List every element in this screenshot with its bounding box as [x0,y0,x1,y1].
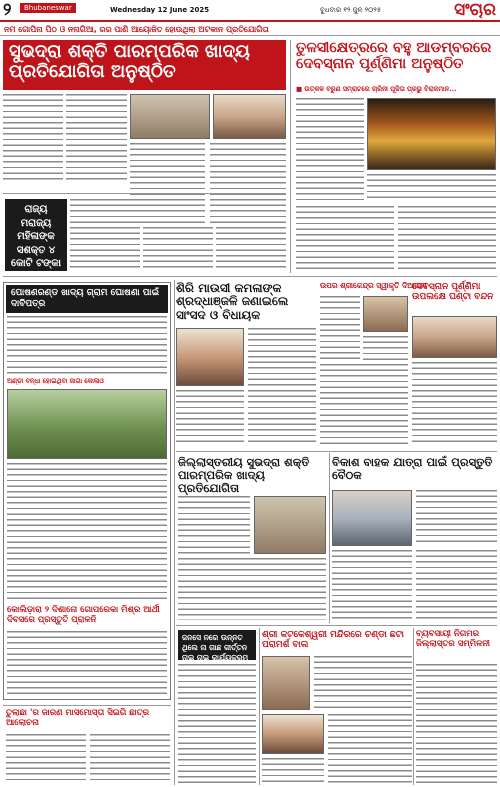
scheme-body-col-3 [320,364,408,446]
gopal-headline: କୋଲିଡ଼ାରା ୨ ଦିଶାନୋ ଗୋପରେକା ମିଶ୍ର ଆର୍ଥୀ ଦିବସରେ ପ୍ରସ୍ତୁତି ପ୍ରାଳନି [7,605,160,625]
sidebar-title: ରାଜ୍ୟ ମରାଜ୍ୟ ମହିଳାଙ୍କ ସଶକ୍ତ ୪ କୋଟି ଟଙ୍କା [5,199,67,271]
subhadra2-body-col-1 [178,496,250,554]
paddy-body-continued [7,463,167,601]
lead-body-col-2 [66,94,127,182]
scheme-body-col-2 [363,336,408,360]
sri-headline: ଶ୍ରୀ କଟକେଶ୍ୱରୀ ମନ୍ଦିରରେ ଚଣ୍ଡା ଛଟା ପରାମର୍ଶ ବାଲ [262,630,404,651]
vikas-body-col-1 [416,490,497,546]
divider [3,193,286,194]
page-number: ୨ [3,0,12,20]
sidebar-body-col-3 [216,227,286,271]
vikas-body-col-3 [416,550,497,620]
snana-headline: ତୁଳସୀକ୍ଷେତ୍ରରେ ବହୁ ଆଡମ୍ବରରେ ଦେବସ୍ନାନ ପୂର୍ଣ୍ଣିମା ଅନୁଷ୍ଠିତ [296,40,492,73]
tribal-body-col-2 [90,734,170,784]
paddy-body [7,316,167,374]
edition-label: Bhubaneswar [20,3,76,13]
vikas-photo [332,490,412,546]
divider [413,628,414,785]
vyavasayi-headline: ବ୍ୟବସାୟୀ ନିଗମର ଜିଲ୍ଲାସ୍ତର ସମ୍ମିଳନୀ [416,629,490,649]
purnima-headline: ଦେବସ୍ନାନ ପୂର୍ଣ୍ଣିମା ଉପଲକ୍ଷେ ଘଣ୍ଟା ବନ୍ଦନ [412,282,494,303]
vyavasayi-body [416,664,497,784]
snana-body-col-3 [296,206,394,272]
lead-photo-1 [130,94,210,139]
subhadra2-headline: ଜିଲ୍ଲାସ୍ତରୀୟ ସୁଭଦ୍ରା ଶକ୍ତି ପାରମ୍ପରିକ ଖାଦ୍ୟ ପ୍ରତିଯୋଗିତା [178,455,310,495]
divider [174,280,175,785]
divider [3,276,497,277]
masthead [0,0,500,22]
scheme-headline: ଉପର ଶ୍ରୀକେନ୍ଦ୍ର ସ୍ୱୀକୃତି ଦିଆଗଲା [320,281,427,290]
sri-body-col-1 [314,656,412,710]
tribal-headline: ତୁଲାଛା 'ର ଜାରଣ ମାସମୋସ୍ତା ସିଇଗି ଛାତ୍ର ଆଲୋଚନା [6,708,150,728]
mla-body-col-1 [248,328,316,386]
sri-photo-1 [262,656,310,710]
snana-body-col-2 [367,174,496,202]
subhadra2-body-col-2 [178,558,326,620]
top-banner: ନମ ଗୋପିନା ପିଠ ଓ ନନାଗିଆ, ରର ପାଣି ଆୟୋଜିତ ହୋଉଥିଲା ଅଟକାନ ପ୍ରତିଯୋଗିତା [0,24,500,36]
purnima-body [412,362,497,446]
sri-body-col-2 [328,714,412,784]
mla-body-col-3 [248,390,316,446]
mla-body-col-2 [176,390,244,446]
lead-body-col-1 [3,94,63,182]
kirtan-body [178,664,256,784]
lead-body-col-3 [130,143,205,223]
snana-subhead: ■ ଉତ୍କଳ ବରୁଣ ସମ୍ରାଟରେ ଚାରିନୀ ପୂଜିତା ପ୍ରଭୁ ବିରାଜମାନ... [296,85,457,93]
divider [176,625,497,626]
gopal-body [7,631,167,697]
subhadra2-photo [254,496,326,554]
sidebar-body-col-2 [143,227,213,271]
lead-headline: ସୁଭଦ୍ରା ଶକ୍ତି ପାରମ୍ପରିକ ଖାଦ୍ୟ ପ୍ରତିଯୋଗିତା ଅନୁଷ୍ଠିତ [3,40,286,90]
mla-headline: ଶିରି ମାଉସୀ କମଳାଙ୍କ ଶ୍ରଦ୍ଧାଞ୍ଜଳି ଜଣାଇଲେ ସାଂସଦ ଓ ବିଧାୟକ [176,281,289,322]
mla-photo [176,328,244,386]
tribal-body-col-1 [6,734,86,784]
sidebar-body-col-1 [70,199,140,271]
divider [176,451,497,452]
scheme-body-col-1 [320,296,360,360]
newspaper-logo: ସଂଚାର [454,0,496,20]
sri-photo-2 [262,714,324,754]
vikas-body-col-2 [332,550,412,620]
lead-photo-2 [213,94,286,139]
sri-body-col-3 [262,758,324,784]
divider [259,628,260,785]
paddy-subhead: ଅଣ୍ଡା ବନ୍ଧା ହୋଇଥିବା ଜାଗା କୋଳାଓ [7,377,104,385]
purnima-photo [412,316,497,358]
date-english: Wednesday 12 June 2025 [110,6,210,14]
divider [3,705,171,706]
paddy-title: ପୋଷଣରଣ୍ଡ ଖାଦ୍ୟ ଗ୍ରାମ ଘୋଷଣା ପାଇଁ ଦାବିପତ୍ର [6,285,168,313]
divider [290,40,291,273]
divider [329,453,330,623]
vikas-headline: ବିକାଶ ବାହକ ଯାତ୍ରା ପାଇଁ ପ୍ରସ୍ତୁତି ବୈଠକ [332,455,493,482]
paddy-field-photo [7,389,167,459]
date-odia: ବୁଧବାର ୧୨ ଜୁନ ୨୦୨୫ [320,6,382,14]
snana-deity-photo [367,98,496,170]
lead-body-col-4 [210,143,286,223]
snana-body-col-1 [296,98,364,202]
kirtan-title: ଜନସେ ନରେ ଉନ୍ନତ ଥିଲେ ନା ଗାଛ କୀର୍ତ୍ତନ ନାଇ ନାଇ କାର୍ଯ୍ୟକ୍ରମ [178,630,256,660]
snana-body-col-4 [398,206,496,272]
scheme-photo [363,296,408,332]
